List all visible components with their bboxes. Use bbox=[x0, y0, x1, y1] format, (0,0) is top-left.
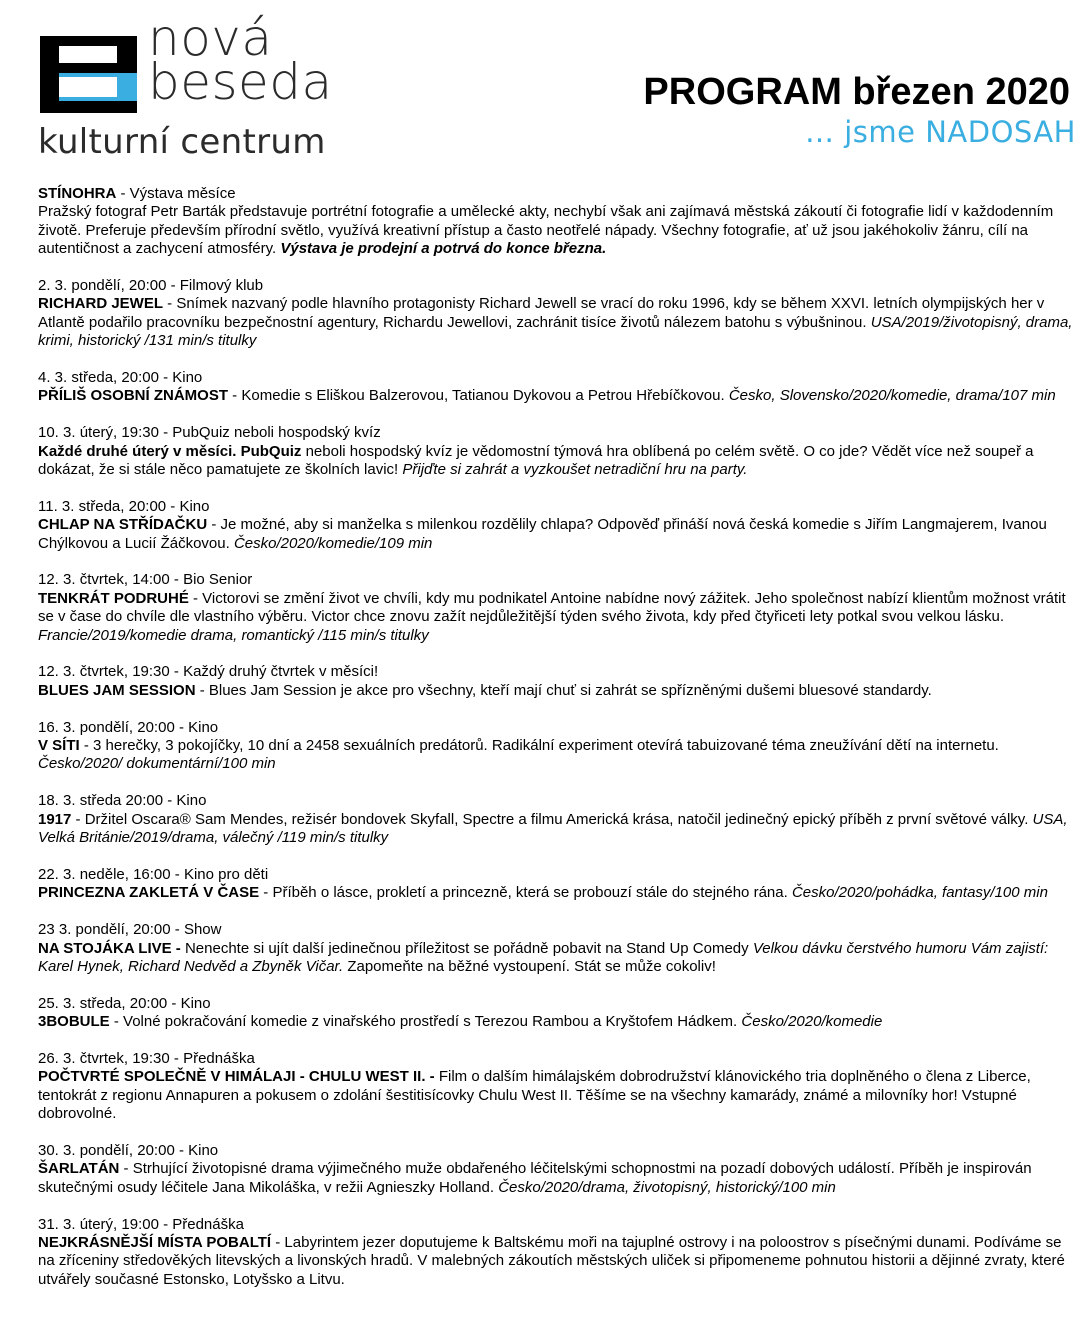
event-item bbox=[38, 792, 1078, 847]
event-date: 26. 3. čtvrtek, 19:30 - Přednáška bbox=[38, 1049, 255, 1067]
event-text bbox=[38, 590, 1078, 645]
event-text bbox=[38, 516, 1078, 553]
exhibition-text bbox=[38, 203, 1078, 258]
event-title: BLUES JAM SESSION bbox=[38, 681, 196, 699]
event-title: POČTVRTÉ SPOLEČNĚ V HIMÁLAJI - CHULU WEST II. - bbox=[38, 1068, 435, 1086]
event-description-2: Zapomeňte na běžné vystoupení. Stát se může cokoliv! bbox=[343, 957, 716, 975]
event-info: Česko, Slovensko/2020/komedie, drama/107 min bbox=[728, 387, 1056, 405]
event-title: 1917 bbox=[38, 810, 72, 828]
logo-wordmark bbox=[148, 9, 333, 111]
event-description: - Labyrintem jezer doputujeme k Baltskému moři na tajuplné ostrovy i na poloostrov s písečnými dunami. Podíváme se na zříceniny středověkých litevských a livonských hradů. V malebných zákoutích městských uliček si připomeneme pohnutou historii a dějinné zvraty, které utvářely současné Estonsko, Lotyšsko a Litvu. bbox=[38, 1233, 1065, 1288]
event-item bbox=[38, 663, 1078, 700]
event-text bbox=[38, 295, 1078, 350]
event-date: 12. 3. čtvrtek, 19:30 - Každý druhý čtvrtek v měsíci! bbox=[38, 663, 379, 681]
event-text bbox=[38, 940, 1078, 977]
event-date: 11. 3. středa, 20:00 - Kino bbox=[38, 497, 210, 515]
event-title: ŠARLATÁN bbox=[38, 1160, 120, 1178]
exhibition-note: Výstava je prodejní a potrvá do konce března. bbox=[280, 240, 607, 258]
event-item bbox=[38, 995, 1078, 1032]
page-title: PROGRAM březen 2020 bbox=[643, 71, 1070, 113]
event-item bbox=[38, 277, 1078, 351]
event-item bbox=[38, 424, 1078, 479]
event-description: - Příběh o lásce, prokletí a princezně, která se probouzí stále do stejného rána. bbox=[259, 884, 792, 902]
logo-line-2: beseda bbox=[148, 53, 333, 111]
event-title: NEJKRÁSNĚJŠÍ MÍSTA POBALTÍ bbox=[38, 1233, 272, 1251]
event-description: - Blues Jam Session je akce pro všechny, kteří mají chuť si zahrát se spřízněnými dušemi bluesové standardy. bbox=[195, 681, 932, 699]
event-date: 4. 3. středa, 20:00 - Kino bbox=[38, 369, 203, 387]
event-item bbox=[38, 719, 1078, 774]
event-title: PRINCEZNA ZAKLETÁ V ČASE bbox=[38, 884, 260, 902]
event-description: - Snímek nazvaný podle hlavního protagonisty Richard Jewell se vrací do roku 1996, kdy se během XXVI. letních olympijských her v Atlantě podařilo pracovníku bezpečnostní agentury, Richardu Jewellovi, zachránit tisíce životů nálezem batohu s výbušninou. bbox=[38, 295, 1045, 331]
exhibition-name: STÍNOHRA bbox=[38, 185, 117, 202]
event-text bbox=[38, 443, 1078, 480]
exhibition-block bbox=[38, 185, 1078, 259]
event-title: 3BOBULE bbox=[38, 1013, 110, 1031]
event-info: Francie/2019/komedie drama, romantický /115 min/s titulky bbox=[38, 626, 429, 644]
event-item bbox=[38, 921, 1078, 976]
event-date: 2. 3. pondělí, 20:00 - Filmový klub bbox=[38, 277, 264, 295]
exhibition-type: - Výstava měsíce bbox=[116, 185, 236, 202]
event-info: USA/2019/životopisný, drama, krimi, historický /131 min/s titulky bbox=[38, 313, 1073, 350]
exhibition-heading bbox=[38, 185, 1078, 203]
event-title: CHLAP NA STŘÍDAČKU bbox=[38, 516, 208, 534]
event-text bbox=[38, 737, 1078, 774]
event-title: PŘÍLIŠ OSOBNÍ ZNÁMOST bbox=[38, 387, 229, 405]
event-title: RICHARD JEWEL bbox=[38, 295, 164, 313]
event-info: Přijďte si zahrát a vyzkoušet netradiční hru na party. bbox=[402, 461, 748, 479]
event-date: 16. 3. pondělí, 20:00 - Kino bbox=[38, 718, 219, 736]
event-date: 31. 3. úterý, 19:00 - Přednáška bbox=[38, 1215, 244, 1233]
event-description: - Komedie s Eliškou Balzerovou, Tatianou Dykovou a Petrou Hřebíčkovou. bbox=[228, 387, 729, 405]
event-description: - Victorovi se změní život ve chvíli, kdy mu podnikatel Antoine nabídne nový zážitek. Jeho společnost nabízí klientům možnost vrátit se v čase do chvíle dle vlastního výběru. Victor chce znovu zažít nejdůležitější týden svého života, kdy před čtyřiceti lety potkal svou velkou lásku. bbox=[38, 589, 1066, 626]
event-item bbox=[38, 498, 1078, 553]
program-list bbox=[38, 185, 1078, 1308]
logo-subtitle: kulturní centrum bbox=[38, 122, 326, 162]
event-info: USA, Velká Británie/2019/drama, válečný /119 min/s titulky bbox=[38, 810, 1068, 847]
event-text bbox=[38, 1234, 1078, 1289]
logo-line-1: nová bbox=[148, 9, 273, 67]
event-date: 10. 3. úterý, 19:30 - PubQuiz neboli hospodský kvíz bbox=[38, 424, 381, 442]
slogan: … jsme NADOSAH bbox=[805, 115, 1076, 149]
event-date: 22. 3. neděle, 16:00 - Kino pro děti bbox=[38, 865, 269, 883]
event-info: Česko/2020/ dokumentární/100 min bbox=[38, 755, 276, 773]
event-item bbox=[38, 866, 1078, 903]
event-text bbox=[38, 1068, 1078, 1123]
event-item bbox=[38, 1050, 1078, 1124]
event-description: - Držitel Oscara® Sam Mendes, režisér bondovek Skyfall, Spectre a filmu Americká krása, natočil jedinečný epický příběh z první světové války. bbox=[71, 810, 1033, 828]
event-title: NA STOJÁKA LIVE - bbox=[38, 939, 185, 957]
event-title: Každé druhé úterý v měsíci. PubQuiz bbox=[38, 442, 302, 460]
event-text bbox=[38, 884, 1078, 902]
event-date: 25. 3. středa, 20:00 - Kino bbox=[38, 994, 211, 1012]
event-info: Česko/2020/drama, životopisný, historický/100 min bbox=[498, 1178, 836, 1196]
event-item bbox=[38, 571, 1078, 645]
nova-beseda-logo-mark bbox=[40, 36, 137, 113]
event-text bbox=[38, 1013, 1078, 1031]
event-text bbox=[38, 682, 1078, 700]
event-text bbox=[38, 387, 1078, 405]
event-description: - Volné pokračování komedie z vinařského prostředí s Terezou Rambou a Kryštofem Hádkem. bbox=[109, 1013, 742, 1031]
event-item bbox=[38, 1142, 1078, 1197]
event-item bbox=[38, 1216, 1078, 1290]
event-description: Film o dalším himálajském dobrodružství klánovického tria doplněného o člena z Liberce, tentokrát z regionu Annapuren a pokusem o zdolání šestitisícovky Chulu West II. Těšíme se na všechny kamarády, známé a milovníky hor! Vstupné dobrovolné. bbox=[38, 1068, 1031, 1123]
event-date: 12. 3. čtvrtek, 14:00 - Bio Senior bbox=[38, 571, 253, 589]
event-date: 23 3. pondělí, 20:00 - Show bbox=[38, 921, 222, 939]
event-info: Česko/2020/komedie bbox=[741, 1013, 883, 1031]
exhibition-description: Pražský fotograf Petr Barták představuje portrétní fotografie a umělecké akty, nechybí však ani zajímavá městská zákoutí či fotografie lidí v každodenním životě. Preferuje především přírodní světlo, využívá kreativní přístup a často neotřelé nápady. Všechny fotografie, ať už jsou jakéhokoliv žánru, cílí na autentičnost a zachycení atmosféry. bbox=[38, 203, 1054, 258]
event-info: Česko/2020/pohádka, fantasy/100 min bbox=[791, 884, 1048, 902]
event-text bbox=[38, 811, 1078, 848]
event-text bbox=[38, 1160, 1078, 1197]
event-description: Nenechte si ujít další jedinečnou příležitost se pořádně pobavit na Stand Up Comedy bbox=[184, 939, 753, 957]
event-title: TENKRÁT PODRUHÉ bbox=[38, 589, 189, 607]
event-date: 18. 3. středa 20:00 - Kino bbox=[38, 792, 207, 810]
event-description: neboli hospodský kvíz je vědomostní týmová hra oblíbená po celém světě. O co jde? Vědět více než soupeř a dokázat, že si stále něco pamatujete ze školních lavic! bbox=[38, 442, 1034, 479]
event-info: Velkou dávku čerstvého humoru Vám zajistí: Karel Hynek, Richard Nedvěd a Zbyněk Vičar. bbox=[38, 939, 1049, 975]
event-date: 30. 3. pondělí, 20:00 - Kino bbox=[38, 1141, 219, 1159]
event-item bbox=[38, 369, 1078, 406]
event-description: - Je možné, aby si manželka s milenkou rozdělily chlapa? Odpověď přináší nová česká komedie s Jiřím Langmajerem, Ivanou Chýlkovou a Lucií Žáčkovou. bbox=[38, 516, 1047, 552]
event-description: - 3 herečky, 3 pokojíčky, 10 dní a 2458 sexuálních predátorů. Radikální experiment otevírá tabuizované téma zneužívání dětí na internetu. bbox=[79, 737, 999, 755]
event-description: - Strhující životopisné drama výjimečného muže obdařeného léčitelskými schopnostmi na pozadí dobových událostí. Příběh je inspirován skutečnými osudy léčitele Jana Mikoláška, v režii Agnieszky Holland. bbox=[38, 1160, 1032, 1196]
event-title: V SÍTI bbox=[38, 737, 80, 755]
event-info: Česko/2020/komedie/109 min bbox=[233, 534, 433, 552]
